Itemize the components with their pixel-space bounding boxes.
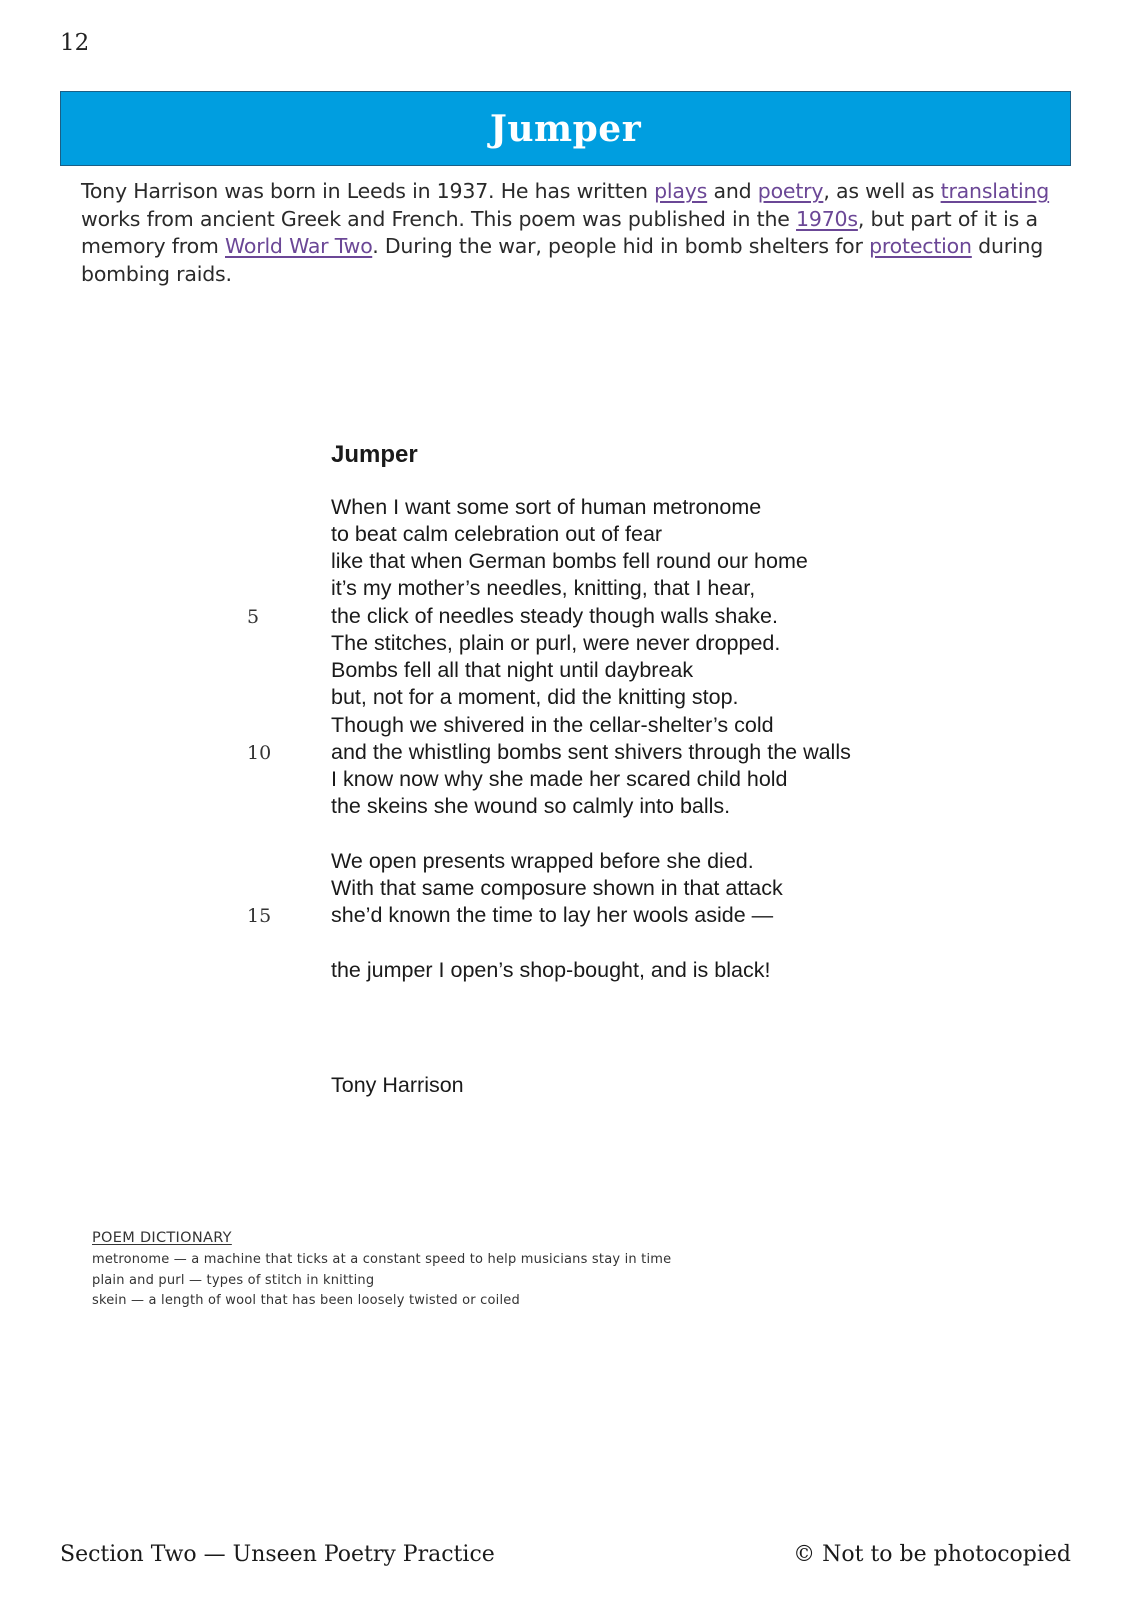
- line-number-5: 5: [247, 606, 260, 628]
- poem-title: Jumper: [331, 441, 418, 468]
- poem-line: to beat calm celebration out of fear: [331, 522, 663, 546]
- dictionary-entry: skein — a length of wool that has been loosely twisted or coiled: [92, 1293, 520, 1308]
- poem-line: Bombs fell all that night until daybreak: [331, 658, 694, 682]
- glossary-link-protection[interactable]: protection: [869, 234, 972, 258]
- poem-line: she’d known the time to lay her wools aside —: [331, 903, 774, 927]
- poem-dictionary: [92, 1230, 671, 1312]
- intro-text: , but part of it is a memory from: [81, 206, 1038, 258]
- line-number-10: 10: [247, 742, 272, 764]
- glossary-link-1970s[interactable]: 1970s: [796, 206, 858, 231]
- poem-line: the click of needles steady though walls shake.: [331, 604, 778, 628]
- title-banner: [60, 91, 1071, 166]
- glossary-link-translating[interactable]: translating: [940, 179, 1050, 203]
- intro-text: Tony Harrison was born in Leeds in 1937. He has written: [81, 179, 655, 203]
- glossary-link-poetry[interactable]: poetry: [757, 179, 824, 203]
- poem-line: When I want some sort of human metronome: [331, 495, 762, 519]
- intro-text: and: [707, 179, 758, 203]
- poem-line: We open presents wrapped before she died.: [331, 849, 754, 873]
- poem-line: I know now why she made her scared child hold: [331, 767, 788, 791]
- footer-copyright: © Not to be photocopied: [793, 1542, 1071, 1567]
- line-number-15: 15: [247, 905, 272, 927]
- page-number: 12: [60, 30, 90, 56]
- poem-line: Though we shivered in the cellar-shelter’s cold: [331, 713, 774, 737]
- poem-line: but, not for a moment, did the knitting stop.: [331, 685, 739, 709]
- poem-line: and the whistling bombs sent shivers through the walls: [331, 740, 851, 764]
- glossary-link-world-war-two[interactable]: World War Two: [225, 234, 373, 258]
- poem-line: the jumper I open’s shop-bought, and is black!: [331, 958, 771, 982]
- poet-name: Tony Harrison: [331, 1073, 464, 1097]
- poem-line: like that when German bombs fell round our home: [331, 549, 808, 573]
- glossary-link-plays[interactable]: plays: [654, 179, 708, 203]
- intro-paragraph: [81, 178, 1076, 288]
- intro-text: . During the war, people hid in bomb shelters for: [372, 234, 870, 258]
- dictionary-heading: POEM DICTIONARY: [92, 1230, 232, 1246]
- footer-section-label: Section Two — Unseen Poetry Practice: [60, 1542, 495, 1567]
- poem-line: the skeins she wound so calmly into balls.: [331, 794, 731, 818]
- intro-text: , as well as: [823, 179, 941, 203]
- dictionary-entry: plain and purl — types of stitch in knitting: [92, 1272, 375, 1288]
- dictionary-entry: metronome — a machine that ticks at a constant speed to help musicians stay in time: [92, 1252, 672, 1267]
- poem-line: it’s my mother’s needles, knitting, that I hear,: [331, 576, 756, 600]
- intro-text: works from ancient Greek and French. This poem was published in the: [81, 206, 797, 231]
- intro-text: during bombing raids.: [81, 234, 1044, 286]
- poem-line: With that same composure shown in that attack: [331, 876, 783, 900]
- poem-line: The stitches, plain or purl, were never dropped.: [331, 631, 781, 655]
- page-title: Jumper: [489, 107, 642, 150]
